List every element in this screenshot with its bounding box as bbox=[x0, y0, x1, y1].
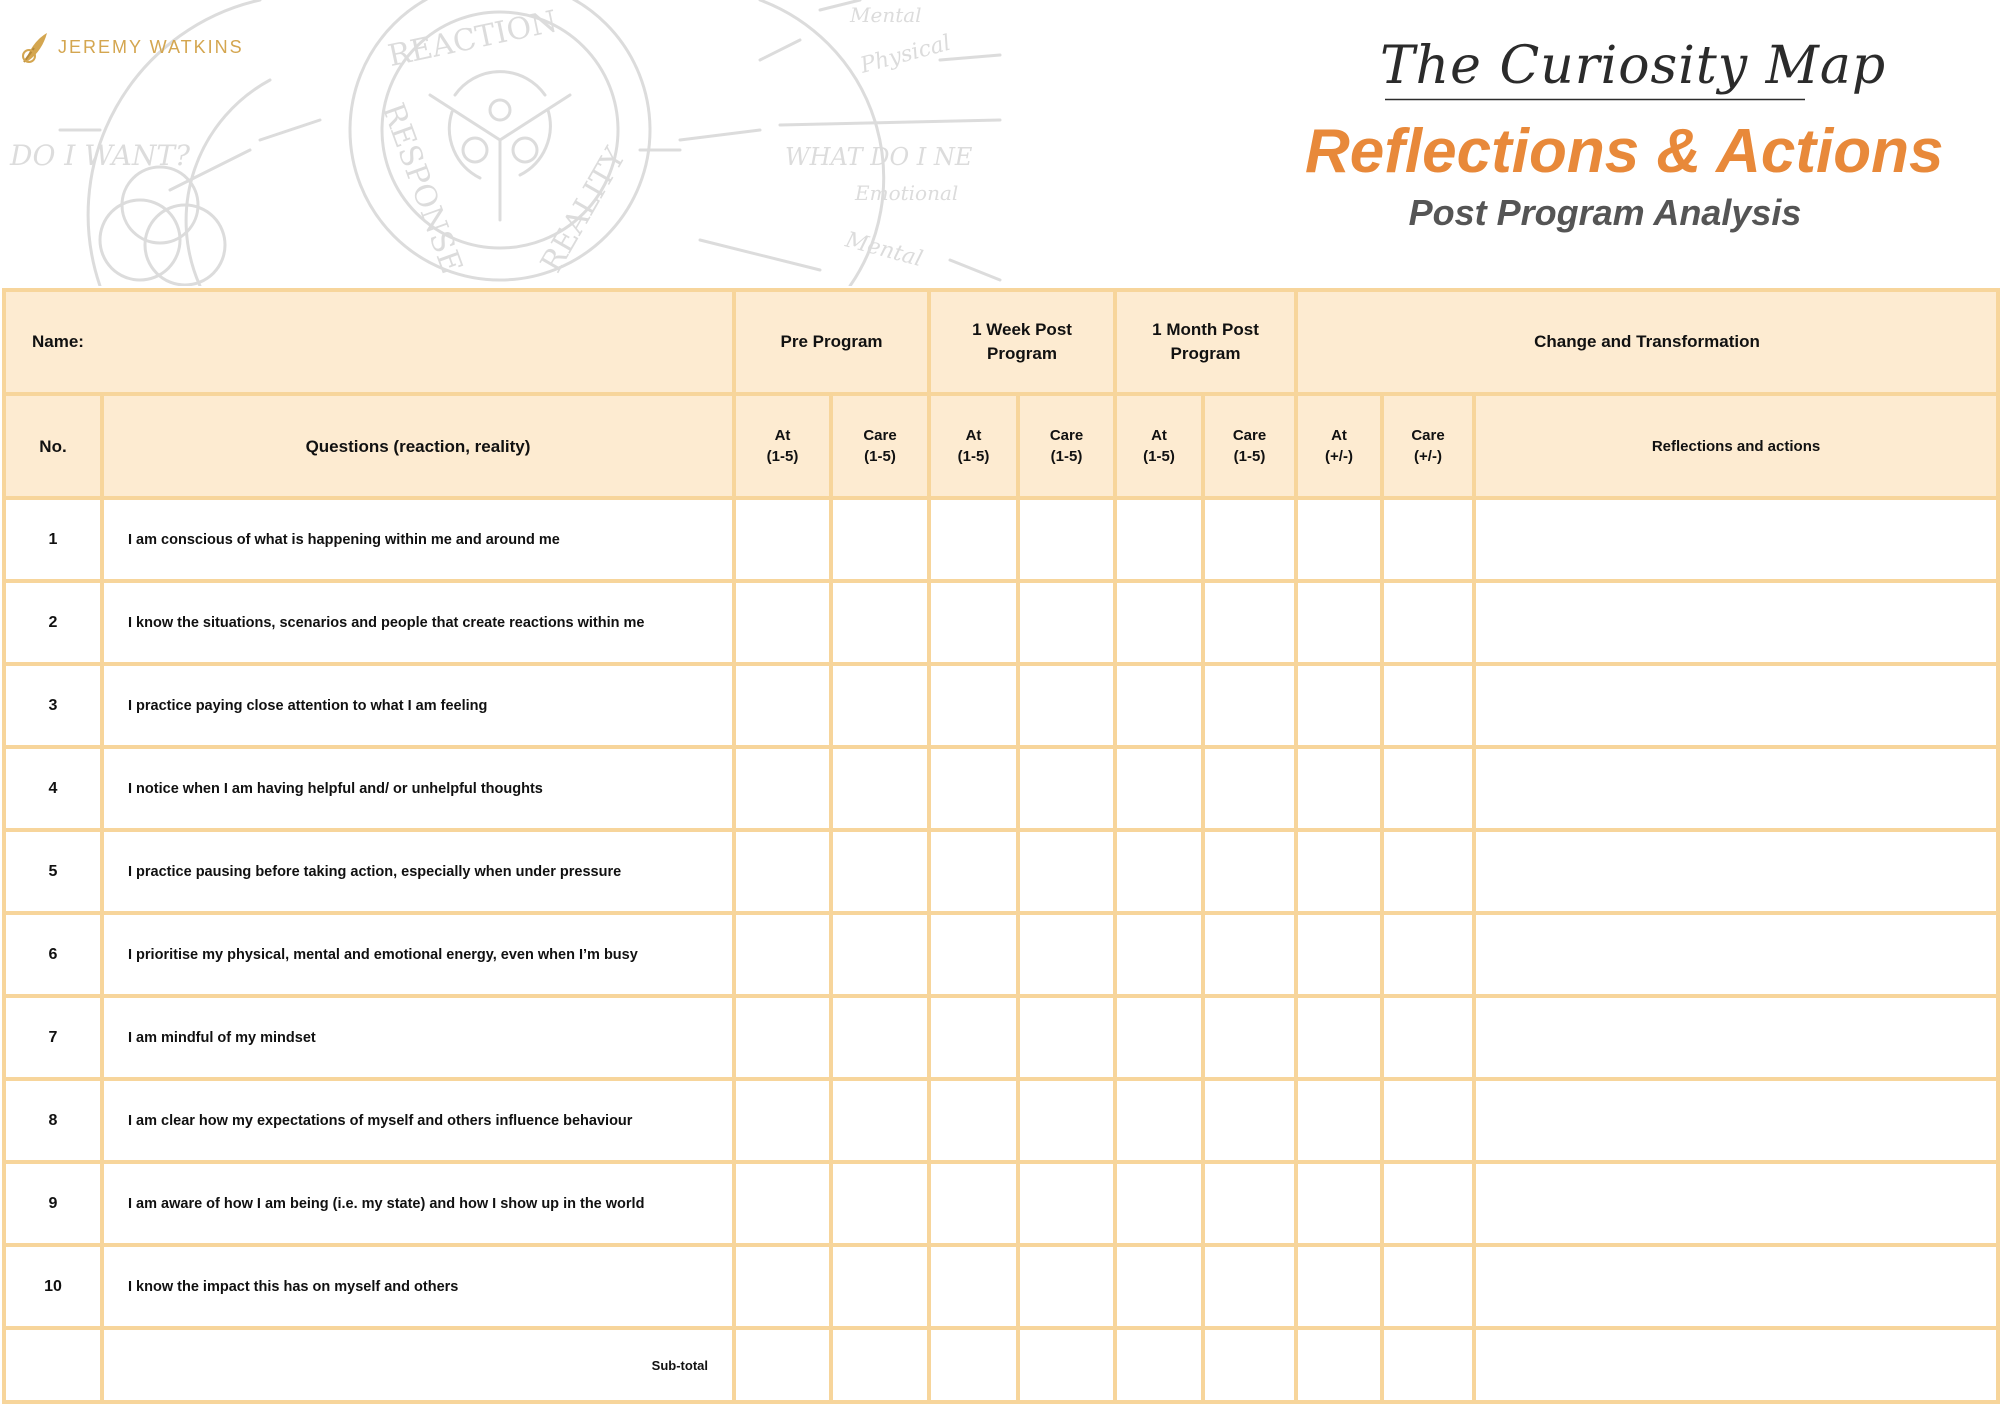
question-text: I am mindful of my mindset bbox=[102, 996, 734, 1079]
week-care-cell[interactable] bbox=[1018, 913, 1115, 996]
subtotal-week-at[interactable] bbox=[929, 1328, 1018, 1402]
week-at-cell[interactable] bbox=[929, 747, 1018, 830]
pre-care-cell[interactable] bbox=[831, 498, 929, 581]
week-at-cell[interactable] bbox=[929, 664, 1018, 747]
question-text: I practice pausing before taking action, especially when under pressure bbox=[102, 830, 734, 913]
week-at-cell[interactable] bbox=[929, 1079, 1018, 1162]
reflections-cell[interactable] bbox=[1474, 1245, 1998, 1328]
month-at-cell[interactable] bbox=[1115, 1079, 1203, 1162]
svg-text:Mental: Mental bbox=[850, 3, 922, 27]
row-number: 7 bbox=[4, 996, 102, 1079]
subtotal-month-at[interactable] bbox=[1115, 1328, 1203, 1402]
change-care-cell[interactable] bbox=[1382, 664, 1474, 747]
page-header bbox=[0, 0, 2000, 286]
pre-at-cell[interactable] bbox=[734, 498, 831, 581]
pre-care-cell[interactable] bbox=[831, 996, 929, 1079]
row-number: 5 bbox=[4, 830, 102, 913]
group-header-row bbox=[4, 290, 1998, 394]
col-week-at: At (1-5) bbox=[929, 394, 1018, 498]
week-care-cell[interactable] bbox=[1018, 1079, 1115, 1162]
row-number: 1 bbox=[4, 498, 102, 581]
month-care-cell[interactable] bbox=[1203, 830, 1296, 913]
col-reflections: Reflections and actions bbox=[1474, 394, 1998, 498]
table-row bbox=[4, 498, 1998, 581]
month-care-cell[interactable] bbox=[1203, 1245, 1296, 1328]
svg-text:REALITY: REALITY bbox=[533, 141, 634, 279]
reflections-cell[interactable] bbox=[1474, 498, 1998, 581]
table-row bbox=[4, 747, 1998, 830]
week-at-cell[interactable] bbox=[929, 830, 1018, 913]
week-at-cell[interactable] bbox=[929, 1162, 1018, 1245]
reflections-cell[interactable] bbox=[1474, 1162, 1998, 1245]
subtotal-pre-at[interactable] bbox=[734, 1328, 831, 1402]
question-text: I am conscious of what is happening within me and around me bbox=[102, 498, 734, 581]
svg-text:Mental: Mental bbox=[842, 227, 926, 273]
change-at-cell[interactable] bbox=[1296, 830, 1382, 913]
change-care-cell[interactable] bbox=[1382, 1162, 1474, 1245]
pre-at-cell[interactable] bbox=[734, 581, 831, 664]
change-care-cell[interactable] bbox=[1382, 747, 1474, 830]
subtotal-month-care[interactable] bbox=[1203, 1328, 1296, 1402]
reflections-table bbox=[2, 288, 2000, 1404]
pre-care-cell[interactable] bbox=[831, 1245, 929, 1328]
table-row bbox=[4, 664, 1998, 747]
week-at-cell[interactable] bbox=[929, 1245, 1018, 1328]
table-row bbox=[4, 1162, 1998, 1245]
subtotal-change-care[interactable] bbox=[1382, 1328, 1474, 1402]
pre-care-cell[interactable] bbox=[831, 664, 929, 747]
subtotal-row bbox=[4, 1328, 1998, 1402]
subtotal-reflections[interactable] bbox=[1474, 1328, 1998, 1402]
svg-text:WHAT DO I NE: WHAT DO I NE bbox=[785, 143, 973, 171]
pre-care-cell[interactable] bbox=[831, 913, 929, 996]
month-at-cell[interactable] bbox=[1115, 996, 1203, 1079]
question-text: I prioritise my physical, mental and emotional energy, even when I’m busy bbox=[102, 913, 734, 996]
pre-at-cell[interactable] bbox=[734, 747, 831, 830]
col-change-at: At (+/-) bbox=[1296, 394, 1382, 498]
month-at-cell[interactable] bbox=[1115, 913, 1203, 996]
month-care-cell[interactable] bbox=[1203, 581, 1296, 664]
reflections-cell[interactable] bbox=[1474, 664, 1998, 747]
group-1-month-post: 1 Month Post Program bbox=[1115, 290, 1296, 394]
reflections-cell[interactable] bbox=[1474, 996, 1998, 1079]
brand-logo bbox=[20, 30, 244, 64]
table-row bbox=[4, 996, 1998, 1079]
pre-at-cell[interactable] bbox=[734, 1245, 831, 1328]
change-care-cell[interactable] bbox=[1382, 1079, 1474, 1162]
reflections-cell[interactable] bbox=[1474, 913, 1998, 996]
reflections-cell[interactable] bbox=[1474, 581, 1998, 664]
script-title: The Curiosity Map bbox=[1380, 36, 1887, 96]
question-text: I know the impact this has on myself and others bbox=[102, 1245, 734, 1328]
month-at-cell[interactable] bbox=[1115, 1245, 1203, 1328]
col-pre-at: At (1-5) bbox=[734, 394, 831, 498]
feather-logo-icon bbox=[20, 30, 50, 64]
week-care-cell[interactable] bbox=[1018, 1245, 1115, 1328]
month-care-cell[interactable] bbox=[1203, 1079, 1296, 1162]
col-no: No. bbox=[4, 394, 102, 498]
col-pre-care: Care (1-5) bbox=[831, 394, 929, 498]
col-month-care: Care (1-5) bbox=[1203, 394, 1296, 498]
pre-care-cell[interactable] bbox=[831, 1079, 929, 1162]
change-at-cell[interactable] bbox=[1296, 747, 1382, 830]
week-care-cell[interactable] bbox=[1018, 664, 1115, 747]
change-care-cell[interactable] bbox=[1382, 581, 1474, 664]
week-care-cell[interactable] bbox=[1018, 581, 1115, 664]
change-at-cell[interactable] bbox=[1296, 581, 1382, 664]
subtotal-change-at[interactable] bbox=[1296, 1328, 1382, 1402]
change-care-cell[interactable] bbox=[1382, 830, 1474, 913]
table-row bbox=[4, 1245, 1998, 1328]
subtotal-week-care[interactable] bbox=[1018, 1328, 1115, 1402]
change-at-cell[interactable] bbox=[1296, 1162, 1382, 1245]
svg-text:Emotional: Emotional bbox=[855, 181, 959, 205]
question-text: I know the situations, scenarios and people that create reactions within me bbox=[102, 581, 734, 664]
month-care-cell[interactable] bbox=[1203, 747, 1296, 830]
reflections-cell[interactable] bbox=[1474, 830, 1998, 913]
week-care-cell[interactable] bbox=[1018, 498, 1115, 581]
pre-care-cell[interactable] bbox=[831, 747, 929, 830]
row-number: 6 bbox=[4, 913, 102, 996]
question-text: I am aware of how I am being (i.e. my state) and how I show up in the world bbox=[102, 1162, 734, 1245]
week-at-cell[interactable] bbox=[929, 913, 1018, 996]
subtotal-no-cell bbox=[4, 1328, 102, 1402]
brand-name: JEREMY WATKINS bbox=[58, 36, 244, 57]
week-at-cell[interactable] bbox=[929, 996, 1018, 1079]
change-care-cell[interactable] bbox=[1382, 498, 1474, 581]
svg-text:DO I WANT?: DO I WANT? bbox=[10, 139, 191, 172]
month-at-cell[interactable] bbox=[1115, 1162, 1203, 1245]
pre-at-cell[interactable] bbox=[734, 1079, 831, 1162]
row-number: 3 bbox=[4, 664, 102, 747]
month-at-cell[interactable] bbox=[1115, 498, 1203, 581]
svg-text:Physical: Physical bbox=[857, 30, 954, 79]
change-at-cell[interactable] bbox=[1296, 1079, 1382, 1162]
week-care-cell[interactable] bbox=[1018, 1162, 1115, 1245]
table-row bbox=[4, 830, 1998, 913]
question-rows bbox=[4, 498, 1998, 1328]
month-at-cell[interactable] bbox=[1115, 830, 1203, 913]
month-care-cell[interactable] bbox=[1203, 1162, 1296, 1245]
pre-at-cell[interactable] bbox=[734, 913, 831, 996]
col-questions: Questions (reaction, reality) bbox=[102, 394, 734, 498]
row-number: 2 bbox=[4, 581, 102, 664]
change-care-cell[interactable] bbox=[1382, 996, 1474, 1079]
reflections-cell[interactable] bbox=[1474, 1079, 1998, 1162]
change-at-cell[interactable] bbox=[1296, 498, 1382, 581]
pre-care-cell[interactable] bbox=[831, 830, 929, 913]
group-pre-program: Pre Program bbox=[734, 290, 929, 394]
pre-at-cell[interactable] bbox=[734, 1162, 831, 1245]
row-number: 4 bbox=[4, 747, 102, 830]
change-at-cell[interactable] bbox=[1296, 913, 1382, 996]
pre-care-cell[interactable] bbox=[831, 1162, 929, 1245]
month-care-cell[interactable] bbox=[1203, 996, 1296, 1079]
table-row bbox=[4, 1079, 1998, 1162]
subtotal-pre-care[interactable] bbox=[831, 1328, 929, 1402]
week-at-cell[interactable] bbox=[929, 581, 1018, 664]
svg-text:REACTION: REACTION bbox=[385, 4, 561, 75]
week-care-cell[interactable] bbox=[1018, 996, 1115, 1079]
change-at-cell[interactable] bbox=[1296, 1245, 1382, 1328]
pre-at-cell[interactable] bbox=[734, 996, 831, 1079]
week-care-cell[interactable] bbox=[1018, 747, 1115, 830]
change-at-cell[interactable] bbox=[1296, 996, 1382, 1079]
script-title-underline bbox=[1385, 98, 1805, 101]
col-week-care: Care (1-5) bbox=[1018, 394, 1115, 498]
change-at-cell[interactable] bbox=[1296, 664, 1382, 747]
row-number: 8 bbox=[4, 1079, 102, 1162]
week-at-cell[interactable] bbox=[929, 498, 1018, 581]
month-care-cell[interactable] bbox=[1203, 913, 1296, 996]
subtotal-label: Sub-total bbox=[102, 1328, 734, 1402]
subtitle: Post Program Analysis bbox=[1408, 192, 1802, 233]
change-care-cell[interactable] bbox=[1382, 1245, 1474, 1328]
table-row bbox=[4, 913, 1998, 996]
name-label: Name: bbox=[32, 332, 84, 351]
col-month-at: At (1-5) bbox=[1115, 394, 1203, 498]
pre-care-cell[interactable] bbox=[831, 581, 929, 664]
month-at-cell[interactable] bbox=[1115, 581, 1203, 664]
svg-text:RESPONSE: RESPONSE bbox=[375, 98, 469, 279]
pre-at-cell[interactable] bbox=[734, 664, 831, 747]
name-field[interactable] bbox=[4, 290, 734, 394]
table-row bbox=[4, 581, 1998, 664]
question-text: I notice when I am having helpful and/ or unhelpful thoughts bbox=[102, 747, 734, 830]
row-number: 9 bbox=[4, 1162, 102, 1245]
pre-at-cell[interactable] bbox=[734, 830, 831, 913]
change-care-cell[interactable] bbox=[1382, 913, 1474, 996]
month-care-cell[interactable] bbox=[1203, 664, 1296, 747]
main-title: Reflections & Actions bbox=[1305, 117, 1944, 186]
group-1-week-post: 1 Week Post Program bbox=[929, 290, 1115, 394]
month-care-cell[interactable] bbox=[1203, 498, 1296, 581]
month-at-cell[interactable] bbox=[1115, 747, 1203, 830]
group-change-transformation: Change and Transformation bbox=[1296, 290, 1998, 394]
question-text: I am clear how my expectations of myself and others influence behaviour bbox=[102, 1079, 734, 1162]
column-header-row bbox=[4, 394, 1998, 498]
reflections-cell[interactable] bbox=[1474, 747, 1998, 830]
question-text: I practice paying close attention to what I am feeling bbox=[102, 664, 734, 747]
week-care-cell[interactable] bbox=[1018, 830, 1115, 913]
month-at-cell[interactable] bbox=[1115, 664, 1203, 747]
row-number: 10 bbox=[4, 1245, 102, 1328]
col-change-care: Care (+/-) bbox=[1382, 394, 1474, 498]
